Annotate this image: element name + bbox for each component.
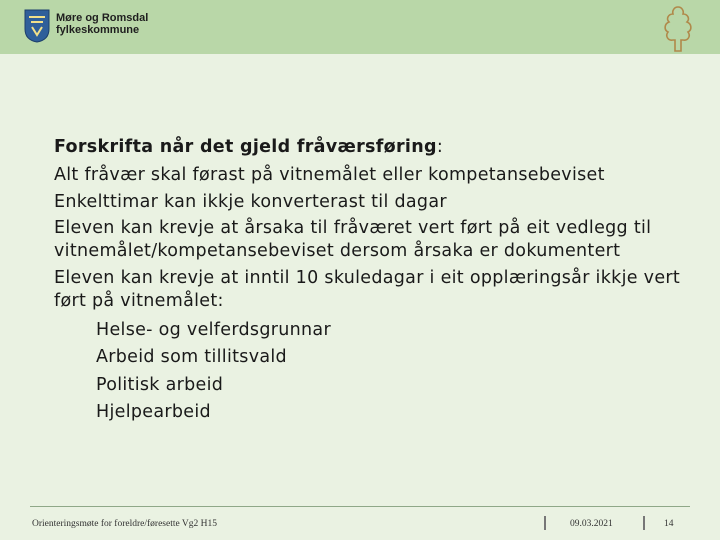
page-number: 14	[664, 519, 674, 529]
tree-outline-icon	[654, 4, 702, 54]
slide-title: Forskrifta når det gjeld fråværsføring	[54, 137, 437, 157]
body-line-4: Eleven kan krevje at inntil 10 skuledagar i eit opplæringsår ikkje vert ført på vitnemålet:	[54, 267, 681, 311]
body-line-3: Eleven kan krevje at årsaka til fråværet vert ført på eit vedlegg til vitnemålet/kompetansebeviset dersom årsaka er dokumentert	[54, 217, 652, 261]
footer-date: 09.03.2021	[570, 519, 613, 529]
title-colon: :	[436, 137, 444, 157]
org-line-2: fylkeskommune	[56, 24, 140, 36]
body-line-1: Alt fråvær skal førast på vitnemålet eller kompetansebeviset	[54, 164, 605, 185]
header-bar	[0, 0, 720, 54]
footer-divider	[30, 506, 690, 507]
body-line-2: Enkelttimar kan ikkje konverterast til dagar	[54, 192, 447, 212]
footer-separator	[643, 516, 645, 530]
slide-body	[54, 134, 694, 427]
sub-item: Hjelpearbeid	[96, 402, 211, 422]
slide-title-line	[54, 134, 694, 162]
sub-item: Helse- og velferdsgrunnar	[96, 319, 331, 340]
organization-name	[56, 12, 148, 36]
sub-item: Politisk arbeid	[96, 374, 224, 395]
sub-item: Arbeid som tillitsvald	[96, 347, 287, 367]
county-coat-of-arms-icon	[24, 9, 50, 43]
org-line-1: Møre og Romsdal	[56, 12, 149, 24]
footer-separator	[544, 516, 546, 530]
footer-text: Orienteringsmøte for foreldre/føresette Vg2 H15	[32, 519, 218, 529]
